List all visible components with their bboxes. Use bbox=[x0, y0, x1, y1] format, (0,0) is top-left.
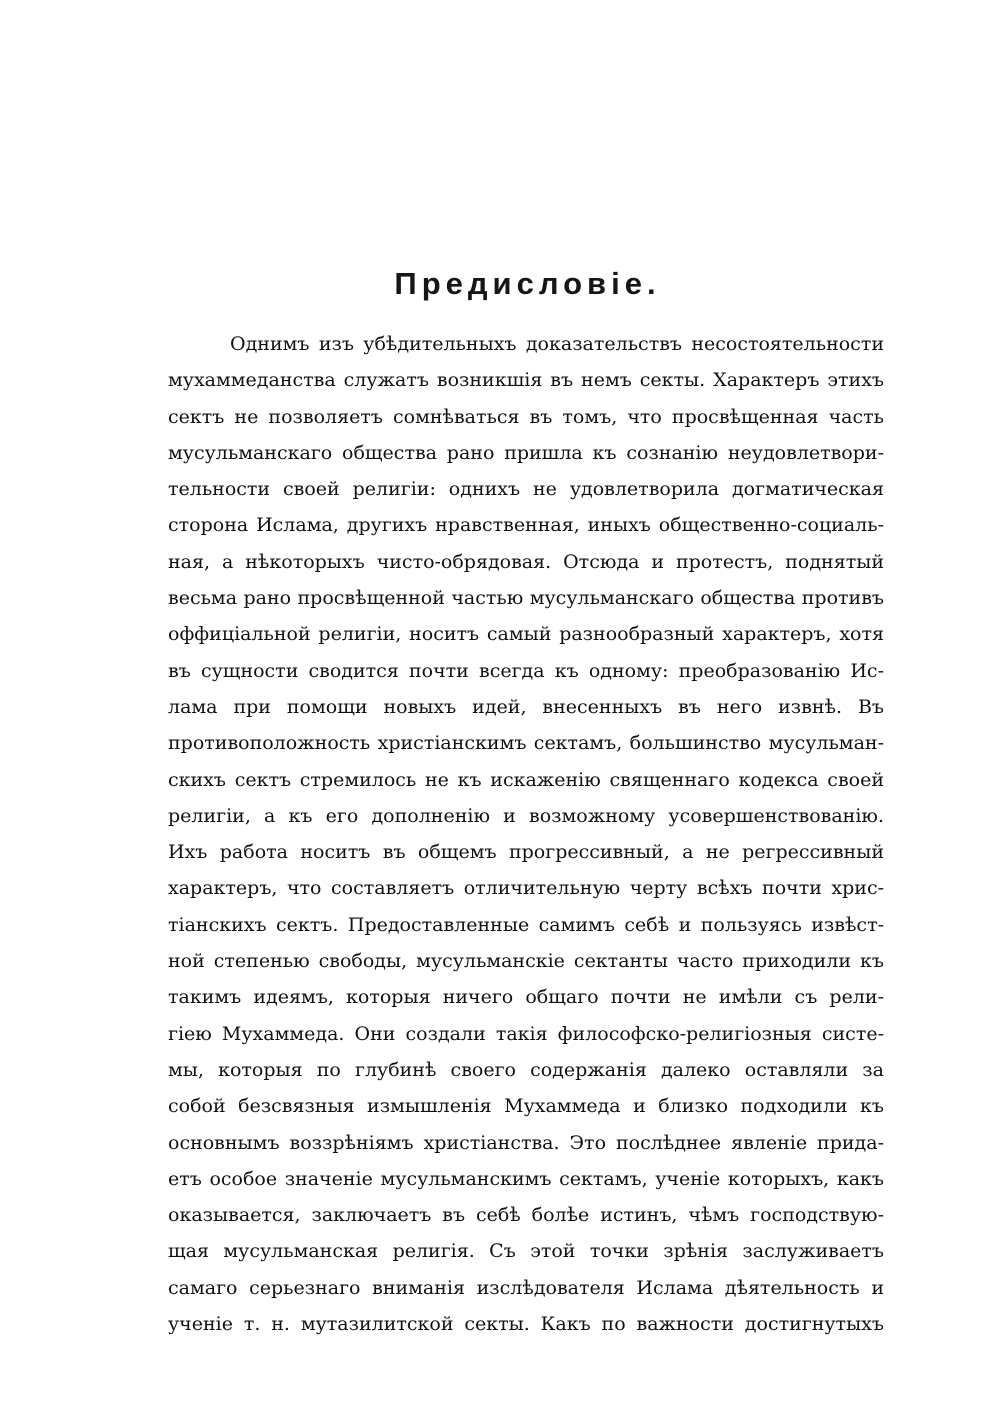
text-line: скихъ сектъ стремилось не къ искаженію священнаго кодекса своей bbox=[168, 768, 884, 791]
text-line: оказывается, заключаетъ въ себѣ болѣе истинъ, чѣмъ господствую- bbox=[168, 1204, 884, 1227]
text-line: характеръ, что составляетъ отличительную черту всѣхъ почти хрис- bbox=[168, 877, 884, 900]
text-line: весьма рано просвѣщенной частью мусульманскаго общества противъ bbox=[168, 587, 884, 610]
text-line: основнымъ воззрѣніямъ христіанства. Это послѣднее явленіе прида- bbox=[168, 1131, 884, 1154]
text-line: ученіе т. н. мутазилитской секты. Какъ по важности достигнутыхъ bbox=[168, 1313, 884, 1336]
text-line: тельности своей религіи: однихъ не удовлетворила догматическая bbox=[168, 478, 884, 501]
text-line: етъ особое значеніе мусульманскимъ сектамъ, ученіе которыхъ, какъ bbox=[168, 1167, 884, 1190]
text-line: въ сущности сводится почти всегда къ одному: преобразованію Ис- bbox=[168, 659, 884, 682]
text-line: тіанскихъ сектъ. Предоставленные самимъ себѣ и пользуясь извѣст- bbox=[168, 913, 884, 936]
text-line: такимъ идеямъ, которыя ничего общаго почти не имѣли съ рели- bbox=[168, 986, 884, 1009]
text-line: самаго серьезнаго вниманія изслѣдователя Ислама дѣятельность и bbox=[168, 1276, 884, 1299]
text-line: мусульманскаго общества рано пришла къ сознанію неудовлетвори- bbox=[168, 441, 884, 464]
text-line: Ихъ работа носитъ въ общемъ прогрессивный, а не регрессивный bbox=[168, 841, 884, 864]
text-line: Однимъ изъ убѣдительныхъ доказательствъ несостоятельности bbox=[230, 333, 884, 355]
text-line: лама при помощи новыхъ идей, внесенныхъ въ него извнѣ. Въ bbox=[168, 695, 884, 718]
text-line: щая мусульманская религія. Съ этой точки зрѣнія заслуживаетъ bbox=[168, 1240, 884, 1263]
text-line: сторона Ислама, другихъ нравственная, иныхъ общественно-социаль- bbox=[168, 514, 884, 537]
page-title: Предисловіе. bbox=[394, 266, 661, 301]
text-line: мы, которыя по глубинѣ своего содержанія далеко оставляли за bbox=[168, 1058, 884, 1081]
text-line: ной степенью свободы, мусульманскіе сектанты часто приходили къ bbox=[168, 950, 884, 973]
text-line: гіею Мухаммеда. Они создали такія философско-религіозныя систе- bbox=[168, 1022, 884, 1045]
text-line: оффиціальной религіи, носитъ самый разнообразный характеръ, хотя bbox=[168, 623, 884, 646]
text-line: собой безсвязныя измышленія Мухаммеда и близко подходили къ bbox=[168, 1095, 884, 1118]
text-line: сектъ не позволяетъ сомнѣваться въ томъ, что просвѣщенная часть bbox=[168, 405, 884, 428]
text-line: противоположность христіанскимъ сектамъ, большинство мусульман- bbox=[168, 732, 884, 755]
text-line: ная, а нѣкоторыхъ чисто-обрядовая. Отсюда и протестъ, поднятый bbox=[168, 550, 884, 573]
text-line: мухаммеданства служатъ возникшія въ немъ секты. Характеръ этихъ bbox=[168, 369, 884, 392]
preface-body bbox=[168, 326, 884, 1342]
text-line: религіи, а къ его дополненію и возможному усовершенствованію. bbox=[168, 804, 884, 827]
